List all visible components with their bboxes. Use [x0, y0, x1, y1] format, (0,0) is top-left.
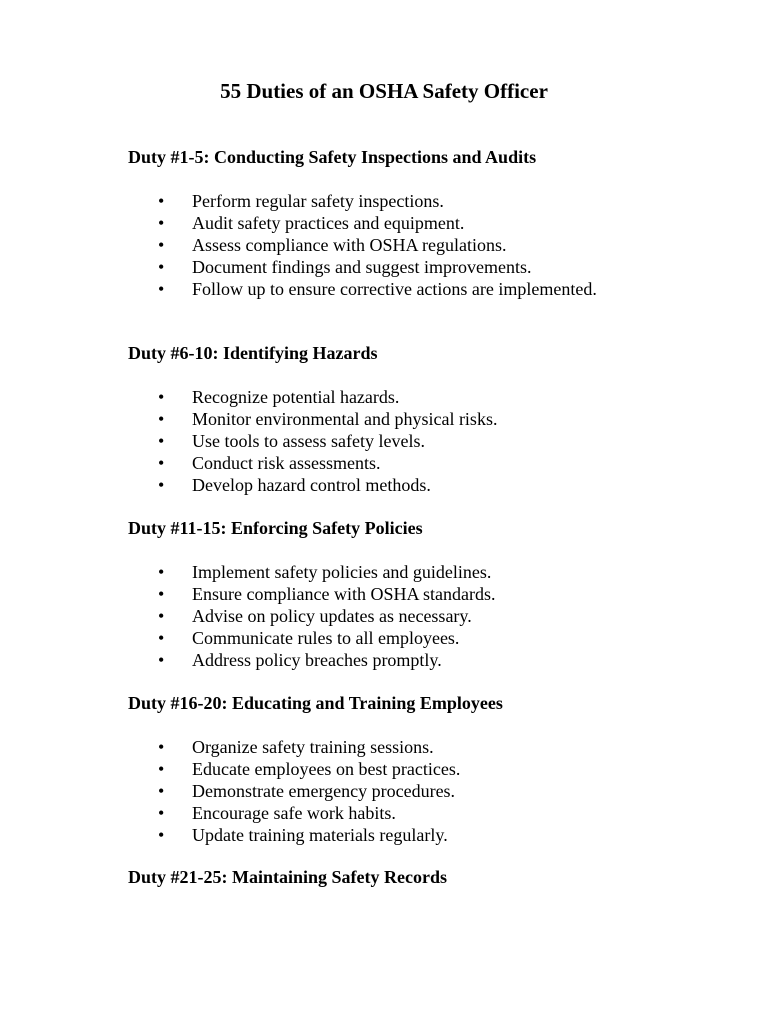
bullet-icon: •	[158, 650, 165, 670]
bullet-list	[128, 386, 688, 496]
bullet-icon: •	[158, 191, 165, 211]
list-item-text: Develop hazard control methods.	[192, 475, 431, 495]
bullet-icon: •	[158, 409, 165, 429]
bullet-icon: •	[158, 628, 165, 648]
list-item	[128, 278, 612, 300]
list-item-text: Follow up to ensure corrective actions are implemented.	[192, 279, 597, 299]
list-item-text: Recognize potential hazards.	[192, 387, 400, 407]
list-item-text: Communicate rules to all employees.	[192, 628, 460, 648]
list-item-text: Demonstrate emergency procedures.	[192, 781, 456, 801]
list-item-text: Update training materials regularly.	[192, 825, 448, 845]
section-identifying-hazards	[128, 342, 688, 495]
bullet-icon: •	[158, 213, 165, 233]
section-maintaining-records	[128, 866, 688, 888]
section-inspections-audits	[128, 146, 688, 299]
bullet-icon: •	[158, 257, 165, 277]
list-item	[128, 758, 612, 780]
list-item-text: Document findings and suggest improvements.	[192, 257, 532, 277]
list-item-text: Monitor environmental and physical risks.	[192, 409, 498, 429]
bullet-icon: •	[158, 606, 165, 626]
list-item-text: Assess compliance with OSHA regulations.	[192, 235, 507, 255]
list-item	[128, 430, 612, 452]
section-heading: Duty #21-25: Maintaining Safety Records	[128, 867, 447, 887]
section-heading: Duty #6-10: Identifying Hazards	[128, 343, 378, 363]
bullet-icon: •	[158, 235, 165, 255]
list-item	[128, 190, 612, 212]
bullet-icon: •	[158, 803, 165, 823]
bullet-icon: •	[158, 279, 165, 299]
list-item-text: Use tools to assess safety levels.	[192, 431, 425, 451]
list-item	[128, 474, 612, 496]
list-item-text: Address policy breaches promptly.	[192, 650, 442, 670]
list-item	[128, 649, 612, 671]
list-item-text: Organize safety training sessions.	[192, 737, 434, 757]
list-item	[128, 736, 612, 758]
bullet-icon: •	[158, 562, 165, 582]
bullet-icon: •	[158, 584, 165, 604]
list-item	[128, 212, 612, 234]
list-item-text: Educate employees on best practices.	[192, 759, 461, 779]
bullet-icon: •	[158, 737, 165, 757]
list-item	[128, 386, 612, 408]
bullet-icon: •	[158, 781, 165, 801]
list-item-text: Advise on policy updates as necessary.	[192, 606, 472, 626]
bullet-icon: •	[158, 387, 165, 407]
list-item	[128, 824, 612, 846]
list-item	[128, 452, 612, 474]
list-item	[128, 627, 612, 649]
bullet-list	[128, 736, 688, 846]
section-heading: Duty #11-15: Enforcing Safety Policies	[128, 518, 423, 538]
list-item	[128, 561, 612, 583]
list-item	[128, 780, 612, 802]
page-title: 55 Duties of an OSHA Safety Officer	[220, 79, 548, 103]
bullet-icon: •	[158, 431, 165, 451]
bullet-icon: •	[158, 475, 165, 495]
list-item-text: Audit safety practices and equipment.	[192, 213, 465, 233]
bullet-list	[128, 190, 688, 300]
bullet-icon: •	[158, 759, 165, 779]
bullet-icon: •	[158, 825, 165, 845]
section-enforcing-policies	[128, 517, 688, 670]
list-item	[128, 605, 612, 627]
bullet-list	[128, 561, 688, 671]
section-heading: Duty #1-5: Conducting Safety Inspections and Audits	[128, 147, 537, 167]
list-item-text: Encourage safe work habits.	[192, 803, 396, 823]
list-item	[128, 802, 612, 824]
section-heading: Duty #16-20: Educating and Training Employees	[128, 693, 503, 713]
bullet-icon: •	[158, 453, 165, 473]
list-item-text: Perform regular safety inspections.	[192, 191, 444, 211]
list-item	[128, 583, 612, 605]
list-item-text: Implement safety policies and guidelines.	[192, 562, 492, 582]
list-item-text: Ensure compliance with OSHA standards.	[192, 584, 496, 604]
list-item	[128, 234, 612, 256]
section-educating-training	[128, 692, 688, 845]
list-item	[128, 408, 612, 430]
list-item	[128, 256, 612, 278]
list-item-text: Conduct risk assessments.	[192, 453, 381, 473]
